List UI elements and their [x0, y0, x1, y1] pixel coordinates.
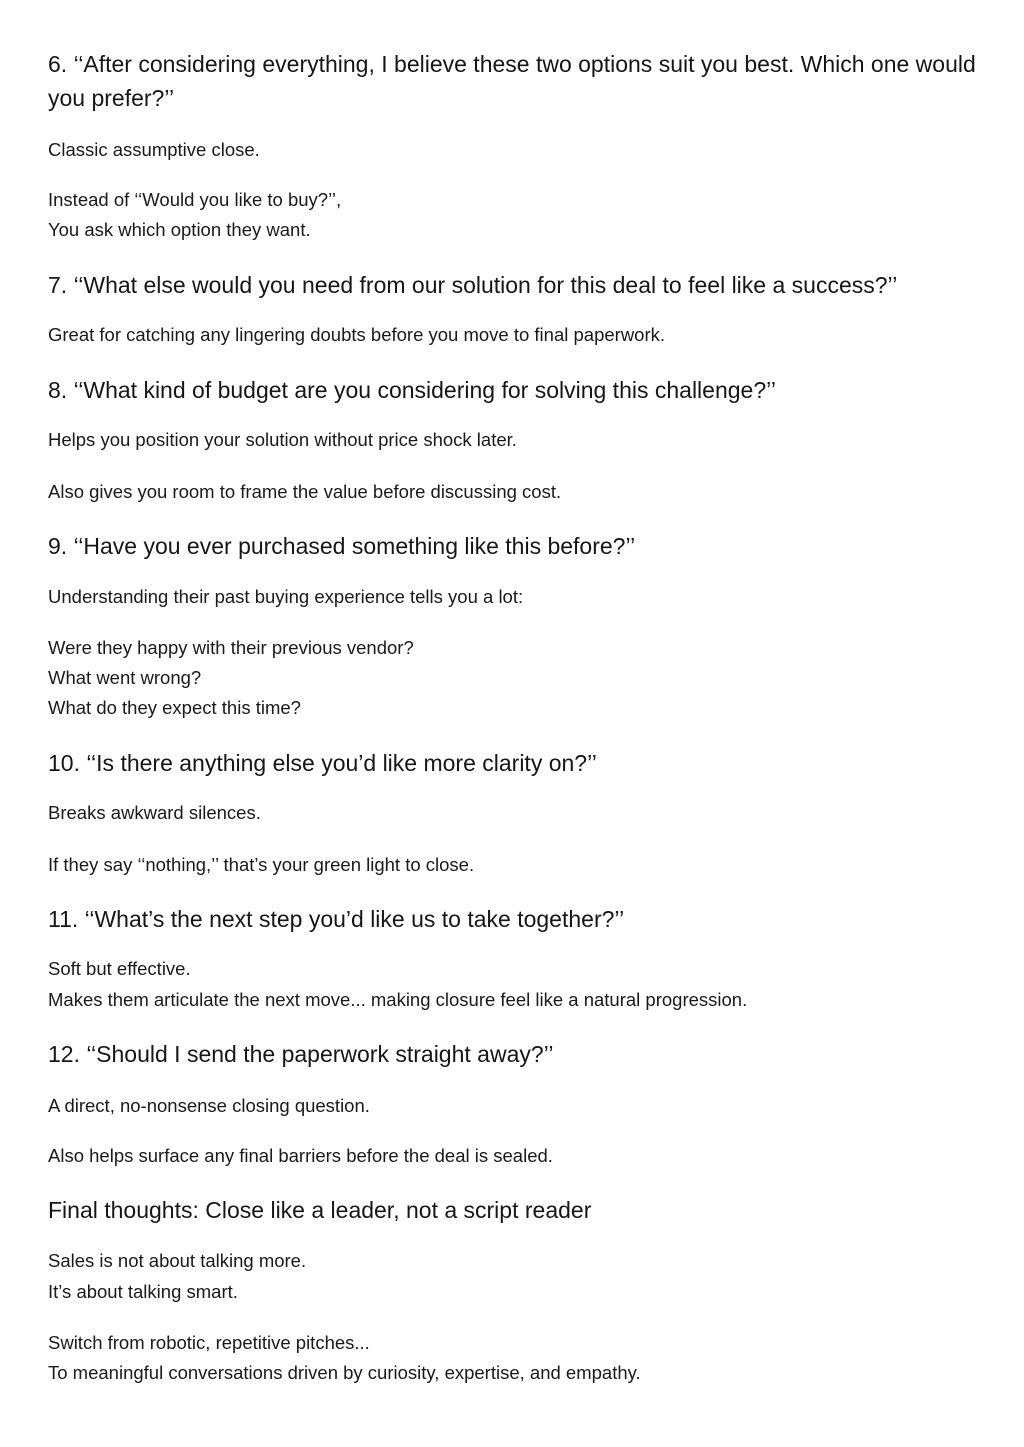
- paragraph: Switch from robotic, repetitive pitches...: [48, 1332, 370, 1353]
- paragraph: Helps you position your solution without price shock later.: [48, 429, 517, 450]
- section-heading-9: 9. ‘‘Have you ever purchased something like this before?’’: [48, 533, 636, 559]
- paragraph: What do they expect this time?: [48, 697, 301, 718]
- paragraph: Breaks awkward silences.: [48, 802, 261, 823]
- paragraph: Were they happy with their previous vendor?: [48, 637, 414, 658]
- paragraph: To meaningful conversations driven by curiosity, expertise, and empathy.: [48, 1362, 641, 1383]
- paragraph: You ask which option they want.: [48, 219, 311, 240]
- paragraph: Classic assumptive close.: [48, 139, 260, 160]
- paragraph: Instead of ‘‘Would you like to buy?’’,: [48, 189, 342, 210]
- paragraph: Understanding their past buying experience tells you a lot:: [48, 586, 524, 607]
- paragraph: Soft but effective.: [48, 958, 191, 979]
- paragraph: If they say ‘‘nothing,’’ that’s your green light to close.: [48, 854, 475, 875]
- paragraph: Makes them articulate the next move... making closure feel like a natural progression.: [48, 989, 748, 1010]
- section-heading-12: 12. ‘‘Should I send the paperwork straight away?’’: [48, 1041, 554, 1067]
- section-heading-7: 7. ‘‘What else would you need from our solution for this deal to feel like a success?’’: [48, 272, 898, 298]
- section-heading-6: 6. ‘‘After considering everything, I believe these two options suit you best. Which one would you prefer?’’: [48, 51, 976, 111]
- paragraph: It’s about talking smart.: [48, 1281, 238, 1302]
- section-heading-8: 8. ‘‘What kind of budget are you considering for solving this challenge?’’: [48, 377, 776, 403]
- paragraph: Also gives you room to frame the value before discussing cost.: [48, 481, 562, 502]
- paragraph: A direct, no-nonsense closing question.: [48, 1095, 370, 1116]
- paragraph: What went wrong?: [48, 667, 202, 688]
- paragraph: Sales is not about talking more.: [48, 1250, 307, 1271]
- paragraph: Also helps surface any final barriers before the deal is sealed.: [48, 1145, 553, 1166]
- paragraph: Great for catching any lingering doubts before you move to final paperwork.: [48, 324, 666, 345]
- section-heading-final-thoughts: Final thoughts: Close like a leader, not a script reader: [48, 1197, 592, 1223]
- section-heading-10: 10. ‘‘Is there anything else you’d like more clarity on?’’: [48, 750, 597, 776]
- section-heading-11: 11. ‘‘What’s the next step you’d like us to take together?’’: [48, 906, 625, 932]
